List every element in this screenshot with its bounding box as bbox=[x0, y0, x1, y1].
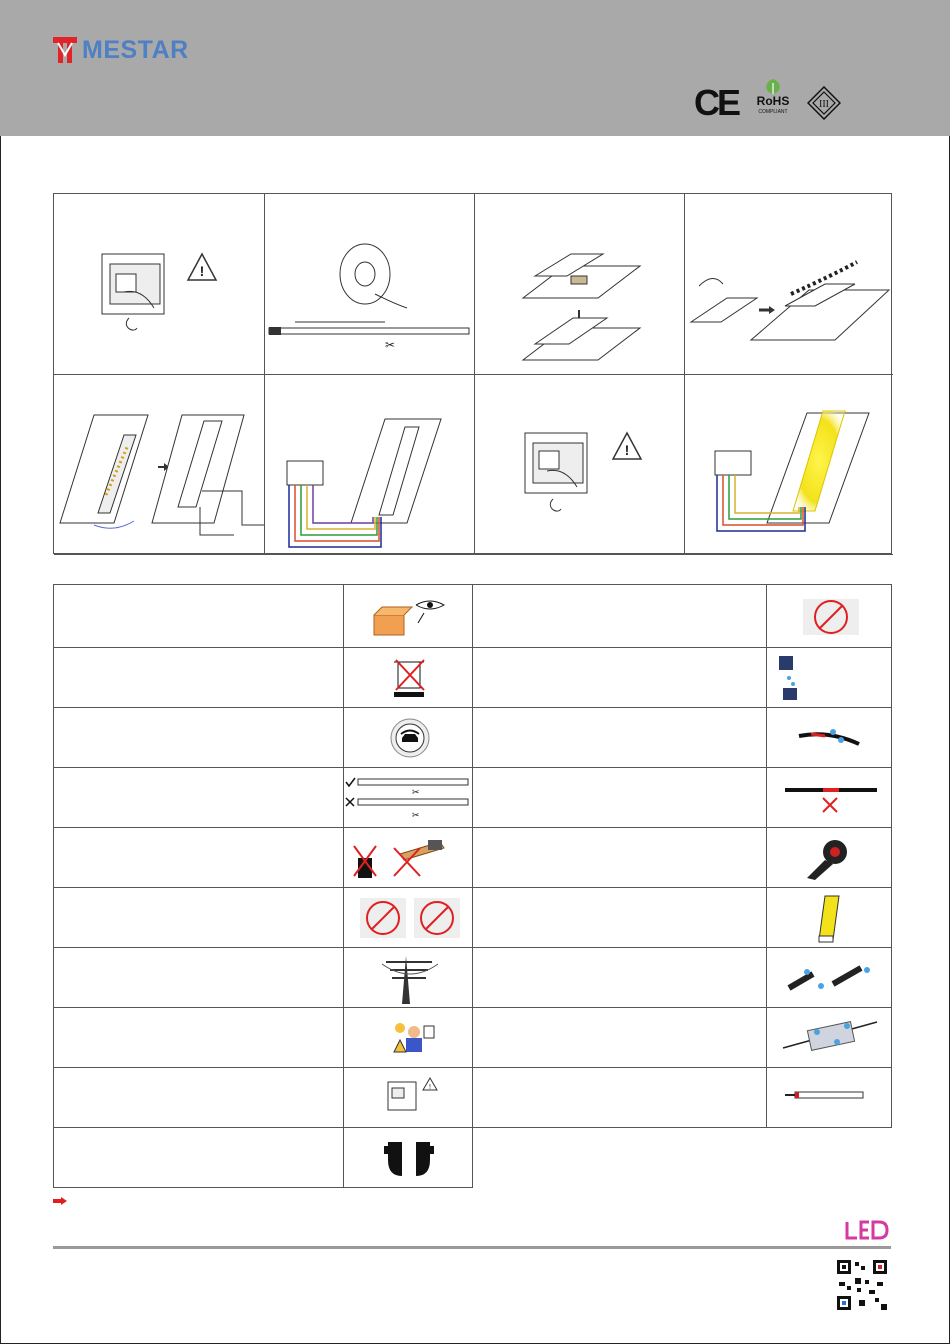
svg-text:✂: ✂ bbox=[385, 338, 396, 352]
precaution-left-9 bbox=[53, 1067, 473, 1128]
step-mount-clip bbox=[475, 194, 685, 375]
no-wire-pull-icon bbox=[767, 768, 893, 827]
red-arrow-icon bbox=[53, 1197, 67, 1205]
cut-marks-icon bbox=[344, 768, 474, 827]
svg-text:✂: ✂ bbox=[412, 810, 420, 820]
wire-splice-icon bbox=[767, 708, 893, 767]
wire-connection-icon bbox=[265, 375, 475, 555]
light-on-icon bbox=[685, 375, 893, 555]
precaution-left-5 bbox=[53, 827, 473, 888]
installation-steps-grid bbox=[53, 193, 892, 554]
mount-clip-icon bbox=[475, 194, 685, 375]
rohs-sublabel: COMPLIANT bbox=[758, 109, 788, 115]
class-label: III bbox=[819, 99, 829, 110]
waterproof-joint-icon bbox=[767, 948, 893, 1007]
rohs-label: RoHS bbox=[756, 94, 790, 108]
precaution-left-6 bbox=[53, 887, 473, 948]
brand-mark-icon bbox=[52, 35, 78, 65]
rohs-badge bbox=[752, 78, 794, 118]
power-pole-icon bbox=[344, 948, 474, 1007]
step-light-on bbox=[685, 375, 893, 555]
insert-strip-profile-icon bbox=[54, 375, 265, 555]
step-cut-strip bbox=[265, 194, 475, 375]
led-strip-icon bbox=[767, 1068, 893, 1127]
cut-strip-icon bbox=[265, 194, 475, 375]
no-bending-icon bbox=[344, 888, 474, 947]
precaution-right-6 bbox=[472, 887, 892, 948]
step-peel-adhesive bbox=[685, 194, 893, 375]
precaution-left-8 bbox=[53, 1007, 473, 1068]
svg-text:!: ! bbox=[199, 263, 205, 279]
precaution-right-9 bbox=[472, 1067, 892, 1128]
brand-logo[interactable] bbox=[52, 34, 189, 66]
ce-mark: CE bbox=[694, 82, 739, 123]
step-wire-connection bbox=[265, 375, 475, 555]
no-overbend-icon bbox=[767, 585, 893, 647]
precaution-left-1 bbox=[53, 584, 473, 648]
step-insert-strip bbox=[54, 375, 265, 555]
precaution-right-2 bbox=[472, 647, 892, 708]
no-chemical-no-hammer-icon bbox=[344, 828, 474, 887]
wear-gloves-icon bbox=[344, 1128, 474, 1187]
precaution-left-7 bbox=[53, 947, 473, 1008]
footer-divider bbox=[53, 1246, 891, 1249]
step-power-on bbox=[475, 375, 685, 555]
precaution-right-8 bbox=[472, 1007, 892, 1068]
svg-text:!: ! bbox=[624, 442, 630, 458]
precaution-left-4 bbox=[53, 767, 473, 828]
support-phone-icon bbox=[344, 708, 474, 767]
class-three-icon bbox=[807, 86, 841, 120]
brand-name: MESTAR bbox=[82, 35, 189, 64]
precaution-right-1 bbox=[472, 584, 892, 648]
svg-text:✂: ✂ bbox=[412, 787, 420, 797]
inspect-package-icon bbox=[344, 585, 474, 647]
peel-adhesive-icon bbox=[685, 194, 893, 375]
precaution-right-5 bbox=[472, 827, 892, 888]
header-banner bbox=[0, 0, 950, 136]
waterproof-connector-icon bbox=[767, 648, 893, 707]
insulating-tape-icon bbox=[767, 828, 893, 887]
precaution-right-7 bbox=[472, 947, 892, 1008]
power-off-warning-icon bbox=[54, 194, 265, 375]
no-disposal-icon bbox=[344, 648, 474, 707]
qr-code-icon[interactable] bbox=[835, 1258, 889, 1312]
precaution-left-3 bbox=[53, 707, 473, 768]
led-panel-icon bbox=[767, 888, 893, 947]
svg-text:!: ! bbox=[429, 1084, 431, 1091]
precaution-left-10 bbox=[53, 1127, 473, 1188]
qualified-electrician-icon bbox=[344, 1008, 474, 1067]
precaution-right-4 bbox=[472, 767, 892, 828]
power-on-warning-icon bbox=[475, 375, 685, 555]
led-logo-icon bbox=[843, 1218, 889, 1242]
precaution-left-2 bbox=[53, 647, 473, 708]
precaution-right-3 bbox=[472, 707, 892, 768]
power-off-warning-icon bbox=[344, 1068, 474, 1127]
step-power-off bbox=[54, 194, 265, 375]
junction-box-icon bbox=[767, 1008, 893, 1067]
